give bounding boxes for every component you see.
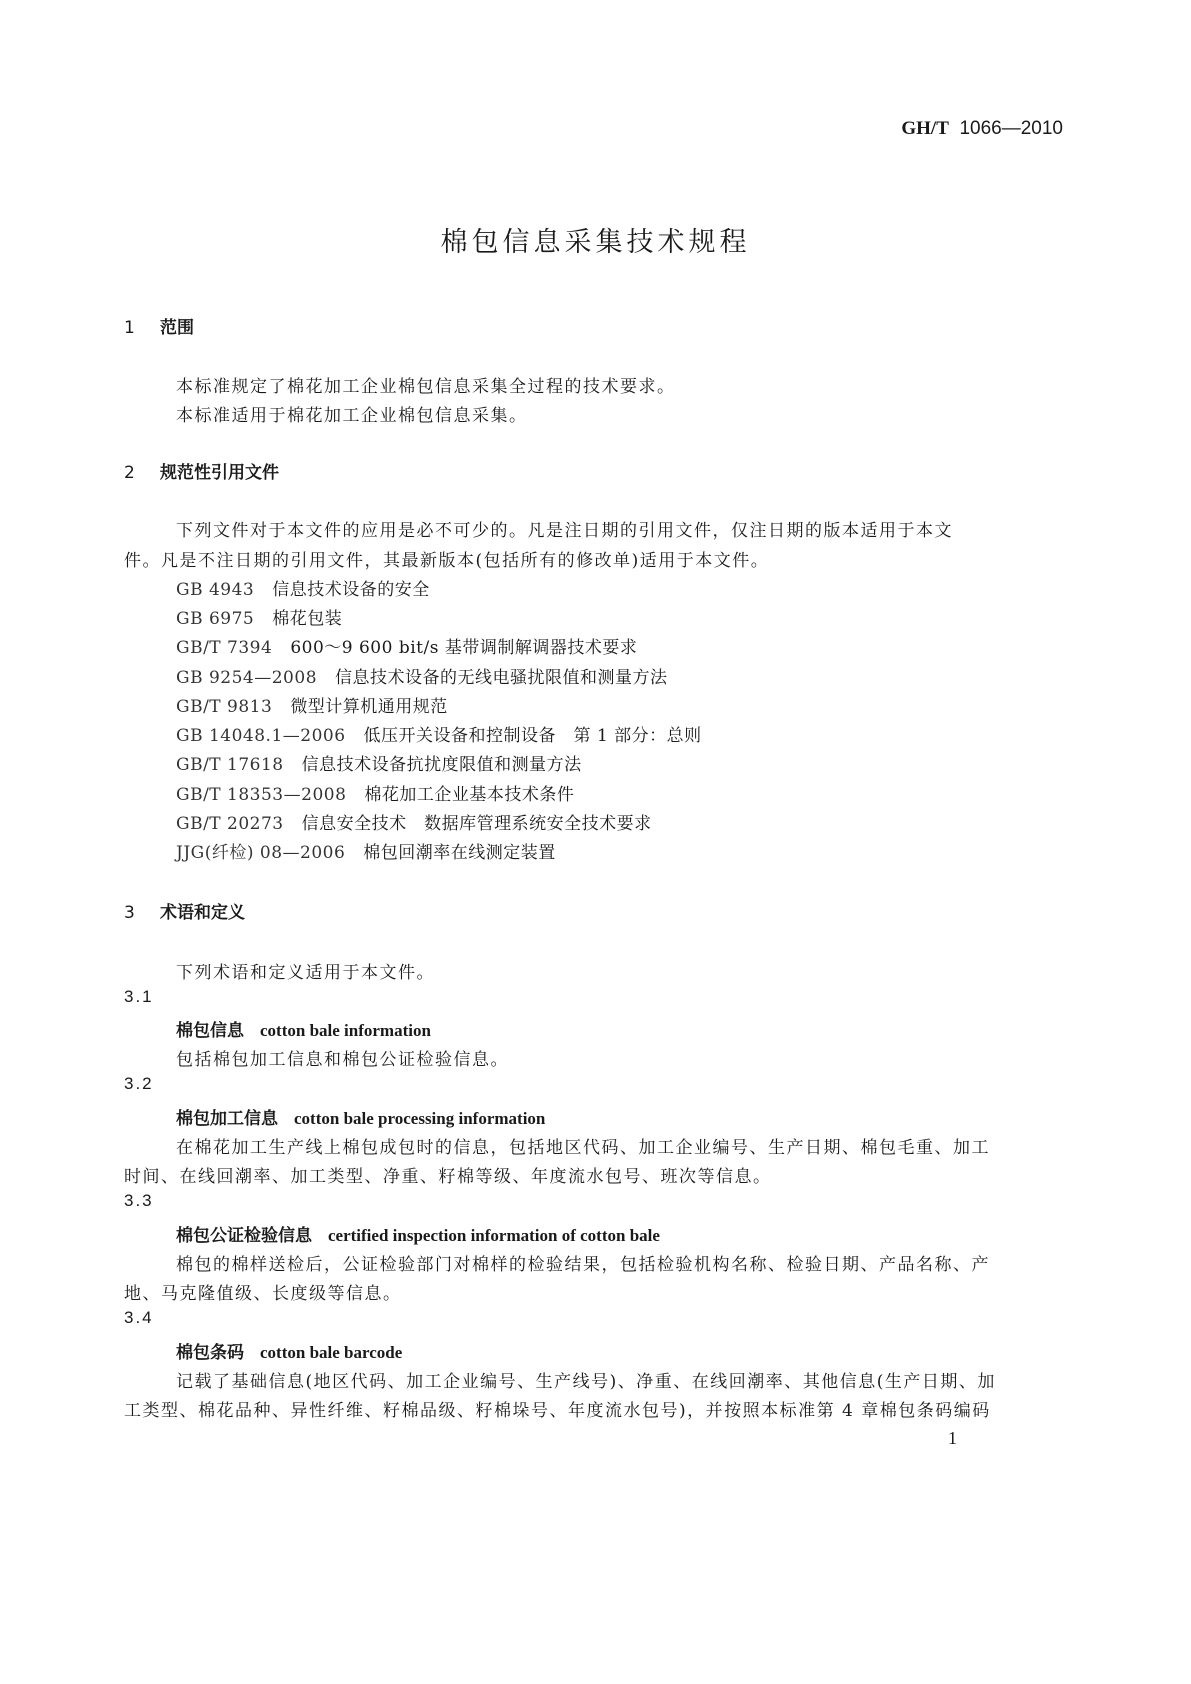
paragraph: 下列术语和定义适用于本文件。 bbox=[176, 963, 435, 983]
normative-reference: GB/T 20273 信息安全技术 数据库管理系统安全技术要求 bbox=[176, 814, 652, 834]
term-definition: 记载了基础信息(地区代码、加工企业编号、生产线号)、净重、在线回潮率、其他信息(生产日期、加 bbox=[176, 1372, 996, 1392]
term-heading: 棉包条码 cotton bale barcode bbox=[176, 1343, 403, 1363]
normative-reference: GB 4943 信息技术设备的安全 bbox=[176, 580, 430, 600]
term-definition: 包括棉包加工信息和棉包公证检验信息。 bbox=[176, 1050, 509, 1070]
standard-prefix: GH/T bbox=[901, 118, 949, 139]
term-definition: 在棉花加工生产线上棉包成包时的信息，包括地区代码、加工企业编号、生产日期、棉包毛重、加工 bbox=[176, 1138, 990, 1158]
section-heading-3: 3 术语和定义 bbox=[124, 903, 245, 923]
term-heading: 棉包信息 cotton bale information bbox=[176, 1021, 431, 1041]
normative-reference: GB 6975 棉花包装 bbox=[176, 609, 343, 629]
term-definition: 地、马克隆值级、长度级等信息。 bbox=[124, 1284, 402, 1304]
normative-reference: JJG(纤检) 08—2006 棉包回潮率在线测定装置 bbox=[176, 843, 556, 863]
standard-number: 1066—2010 bbox=[959, 118, 1063, 139]
term-heading: 棉包公证检验信息 certified inspection information of cotton bale bbox=[176, 1226, 660, 1246]
term-heading: 棉包加工信息 cotton bale processing information bbox=[176, 1109, 546, 1129]
clause-number: 3.2 bbox=[124, 1074, 154, 1093]
paragraph: 下列文件对于本文件的应用是必不可少的。凡是注日期的引用文件，仅注日期的版本适用于本文 bbox=[176, 521, 953, 541]
normative-reference: GB/T 7394 600～9 600 bit/s 基带调制解调器技术要求 bbox=[176, 638, 638, 658]
page-number: 1 bbox=[948, 1428, 957, 1448]
paragraph: 件。凡是不注日期的引用文件，其最新版本(包括所有的修改单)适用于本文件。 bbox=[124, 551, 770, 571]
term-definition: 工类型、棉花品种、异性纤维、籽棉品级、籽棉垛号、年度流水包号)，并按照本标准第 4 章棉包条码编码 bbox=[124, 1401, 991, 1421]
paragraph: 本标准适用于棉花加工企业棉包信息采集。 bbox=[176, 406, 528, 426]
term-definition: 棉包的棉样送检后，公证检验部门对棉样的检验结果，包括检验机构名称、检验日期、产品名称、产 bbox=[176, 1255, 990, 1275]
clause-number: 3.4 bbox=[124, 1308, 154, 1327]
normative-reference: GB 9254—2008 信息技术设备的无线电骚扰限值和测量方法 bbox=[176, 668, 668, 688]
clause-number: 3.3 bbox=[124, 1191, 154, 1210]
section-heading-2: 2 规范性引用文件 bbox=[124, 463, 279, 483]
paragraph: 本标准规定了棉花加工企业棉包信息采集全过程的技术要求。 bbox=[176, 377, 676, 397]
normative-reference: GB/T 9813 微型计算机通用规范 bbox=[176, 697, 448, 717]
clause-number: 3.1 bbox=[124, 987, 154, 1006]
term-definition: 时间、在线回潮率、加工类型、净重、籽棉等级、年度流水包号、班次等信息。 bbox=[124, 1167, 772, 1187]
normative-reference: GB/T 18353—2008 棉花加工企业基本技术条件 bbox=[176, 785, 575, 805]
section-heading-1: 1 范围 bbox=[124, 318, 194, 338]
normative-reference: GB/T 17618 信息技术设备抗扰度限值和测量方法 bbox=[176, 755, 582, 775]
document-title: 棉包信息采集技术规程 bbox=[440, 227, 751, 258]
normative-reference: GB 14048.1—2006 低压开关设备和控制设备 第 1 部分：总则 bbox=[176, 726, 702, 746]
standard-code bbox=[901, 118, 1063, 140]
